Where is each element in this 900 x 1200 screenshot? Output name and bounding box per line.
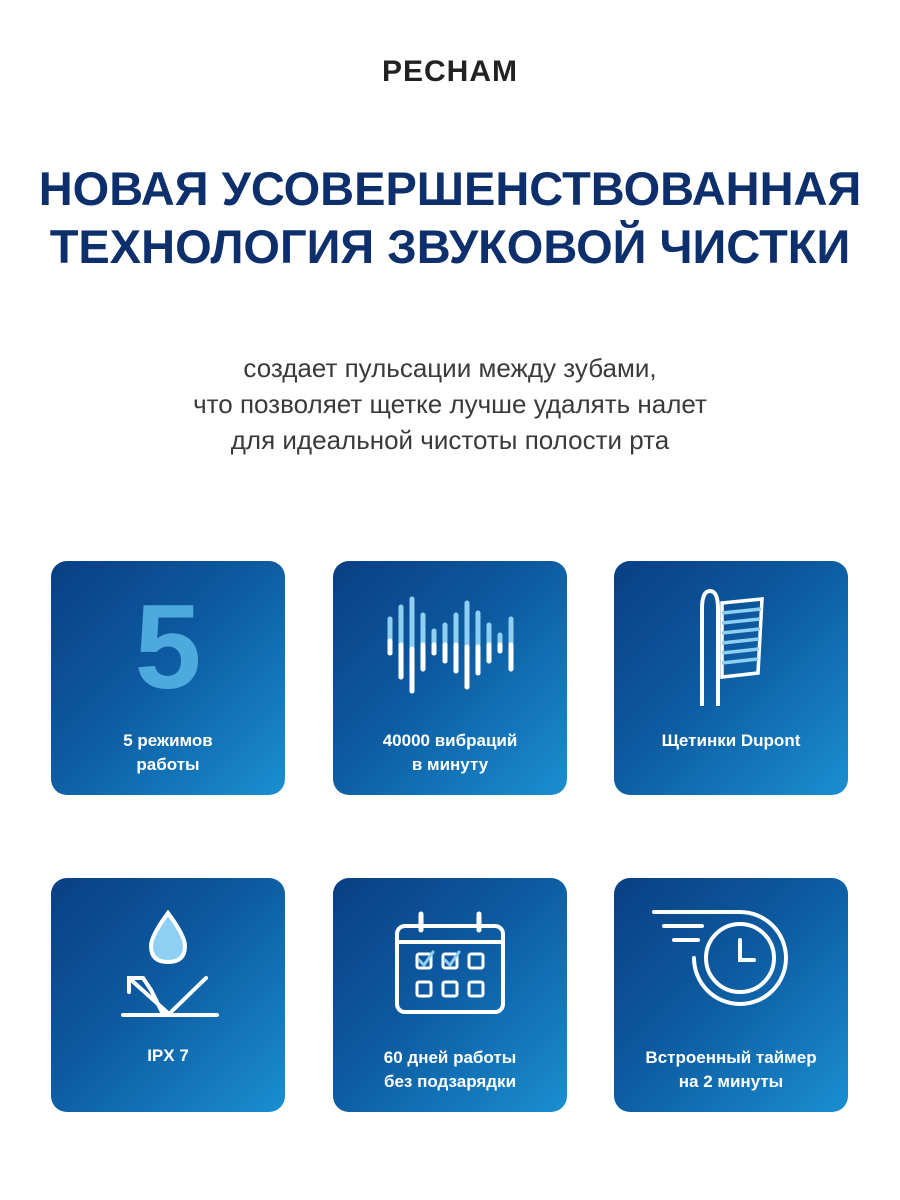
feature-label-line: Встроенный таймер — [645, 1048, 817, 1067]
feature-label-line: в минуту — [411, 755, 489, 774]
subtitle-line-3: для идеальной чистоты полости рта — [230, 425, 670, 455]
feature-label-line: 5 режимов — [123, 731, 213, 750]
feature-label — [59, 1044, 277, 1068]
toothbrush-bristles-icon — [614, 561, 848, 711]
feature-card-timer — [614, 878, 848, 1112]
subtitle-line-2: что позволяет щетке лучше удалять налет — [193, 389, 707, 419]
feature-card-modes — [51, 561, 285, 795]
headline — [0, 160, 900, 276]
feature-label — [59, 729, 277, 777]
feature-label-line: 40000 вибраций — [382, 731, 518, 750]
calendar-icon — [333, 878, 567, 1028]
headline-line-1: НОВАЯ УСОВЕРШЕНСТВОВАННАЯ — [38, 162, 862, 215]
water-drop-icon — [51, 878, 285, 1028]
feature-label — [622, 1046, 840, 1094]
feature-label — [622, 729, 840, 753]
feature-label-line: работы — [136, 755, 200, 774]
brand-logo: PECHAM — [381, 55, 518, 88]
feature-card-vibrations — [333, 561, 567, 795]
feature-card-bristles — [614, 561, 848, 795]
feature-label — [341, 1046, 559, 1094]
sound-wave-icon — [333, 561, 567, 711]
feature-card-waterproof — [51, 878, 285, 1112]
number-5-icon: 5 — [134, 580, 202, 714]
feature-label-line: 60 дней работы — [383, 1048, 517, 1067]
feature-label — [341, 729, 559, 777]
feature-label-line: на 2 минуты — [678, 1072, 784, 1091]
headline-line-2: ТЕХНОЛОГИЯ ЗВУКОВОЙ ЧИСТКИ — [49, 220, 851, 273]
fast-timer-icon — [614, 878, 848, 1028]
feature-card-battery — [333, 878, 567, 1112]
feature-label-line: IPX 7 — [147, 1046, 189, 1065]
feature-label-line: без подзарядки — [383, 1072, 517, 1091]
subtitle — [0, 350, 900, 458]
feature-label-line: Щетинки Dupont — [661, 731, 801, 750]
subtitle-line-1: создает пульсации между зубами, — [243, 353, 657, 383]
